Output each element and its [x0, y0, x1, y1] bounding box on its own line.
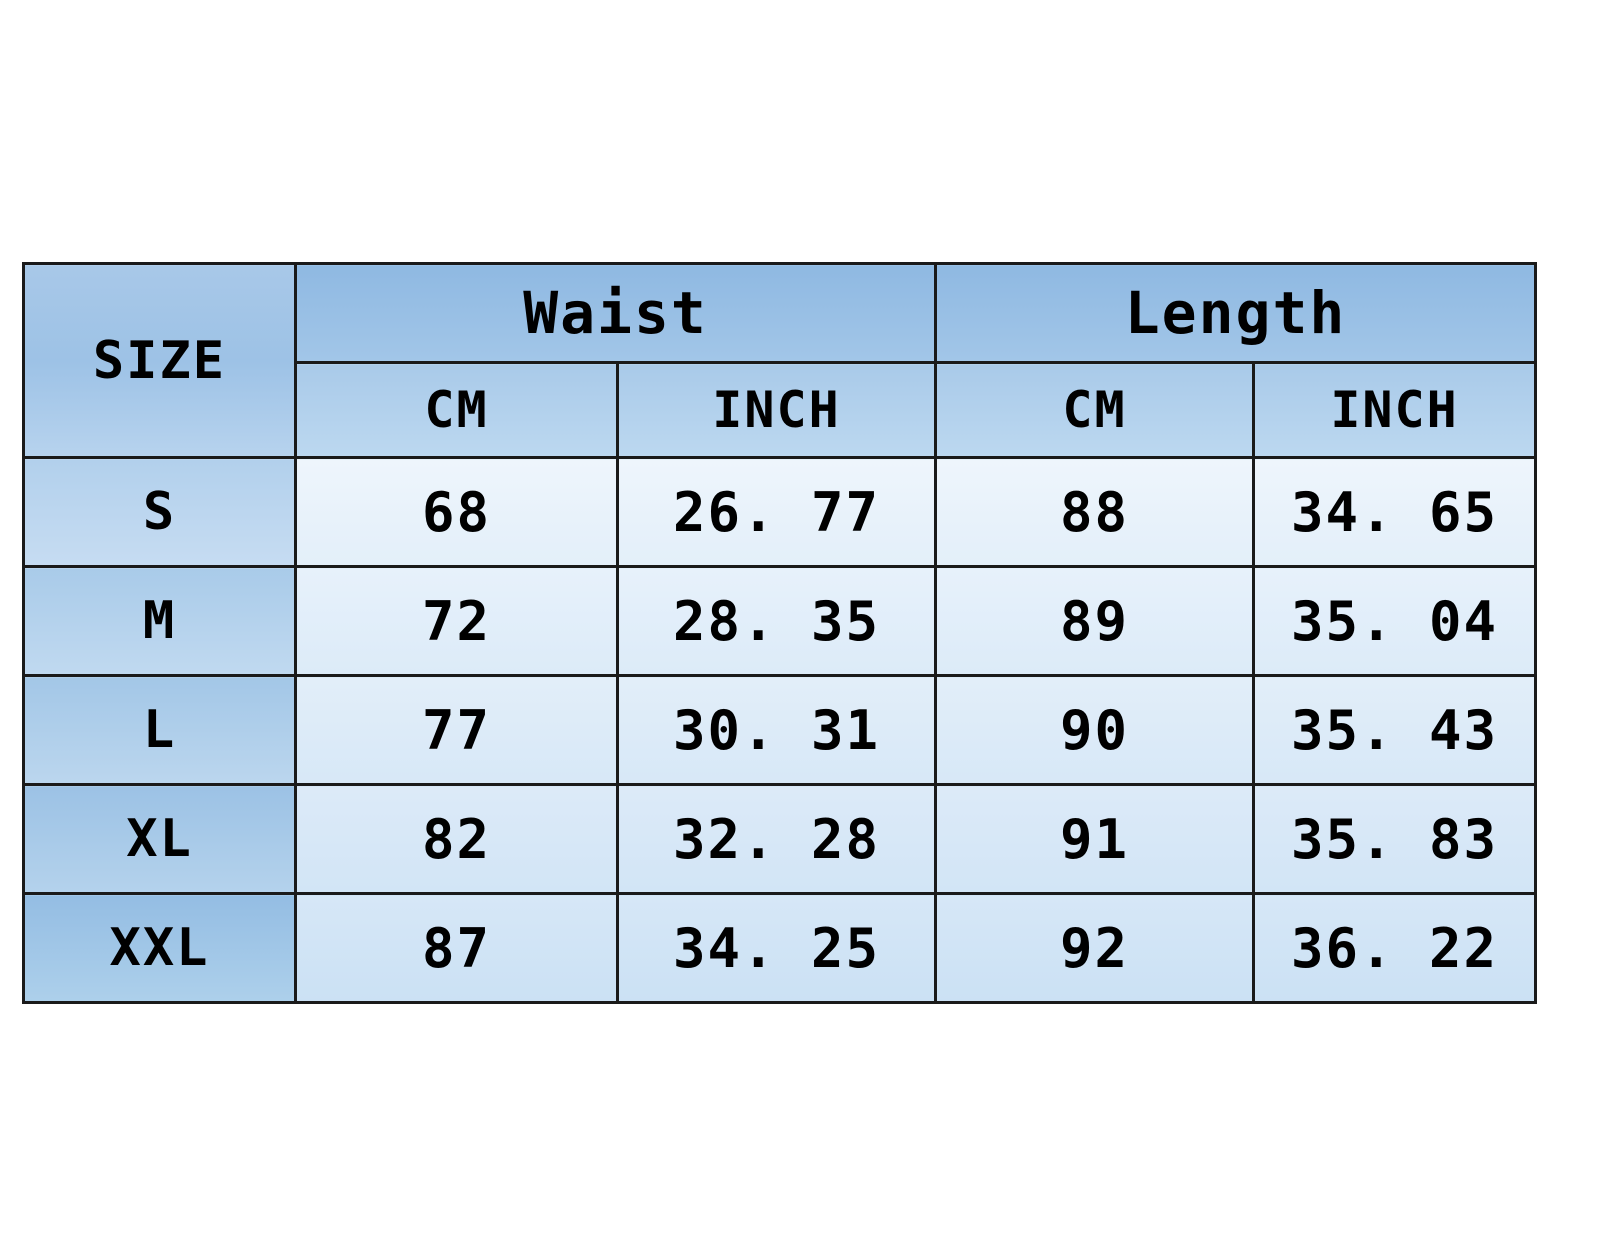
header-waist-inch: INCH	[618, 363, 936, 458]
cell-waist-cm: 82	[296, 785, 618, 894]
cell-length-inch: 35. 04	[1254, 567, 1536, 676]
table-header	[24, 264, 1536, 458]
size-chart-table	[22, 262, 1537, 1004]
table-body	[24, 458, 1536, 1003]
cell-length-inch: 36. 22	[1254, 894, 1536, 1003]
size-chart-container	[22, 262, 1534, 978]
cell-length-inch: 35. 43	[1254, 676, 1536, 785]
header-waist-cm: CM	[296, 363, 618, 458]
cell-waist-inch: 26. 77	[618, 458, 936, 567]
cell-waist-cm: 87	[296, 894, 618, 1003]
cell-waist-cm: 72	[296, 567, 618, 676]
cell-length-inch: 35. 83	[1254, 785, 1536, 894]
table-row	[24, 676, 1536, 785]
header-length-inch: INCH	[1254, 363, 1536, 458]
cell-waist-inch: 32. 28	[618, 785, 936, 894]
table-row	[24, 458, 1536, 567]
header-size: SIZE	[24, 264, 296, 458]
cell-waist-inch: 28. 35	[618, 567, 936, 676]
cell-length-cm: 90	[936, 676, 1254, 785]
cell-length-cm: 88	[936, 458, 1254, 567]
header-group-waist: Waist	[296, 264, 936, 363]
cell-length-cm: 91	[936, 785, 1254, 894]
table-row	[24, 785, 1536, 894]
header-group-length: Length	[936, 264, 1536, 363]
cell-waist-inch: 30. 31	[618, 676, 936, 785]
table-row	[24, 567, 1536, 676]
cell-size: S	[24, 458, 296, 567]
cell-length-inch: 34. 65	[1254, 458, 1536, 567]
table-row	[24, 894, 1536, 1003]
cell-size: XL	[24, 785, 296, 894]
cell-waist-cm: 77	[296, 676, 618, 785]
cell-length-cm: 89	[936, 567, 1254, 676]
cell-waist-inch: 34. 25	[618, 894, 936, 1003]
cell-size: L	[24, 676, 296, 785]
cell-waist-cm: 68	[296, 458, 618, 567]
cell-length-cm: 92	[936, 894, 1254, 1003]
cell-size: XXL	[24, 894, 296, 1003]
header-length-cm: CM	[936, 363, 1254, 458]
header-row-groups	[24, 264, 1536, 363]
cell-size: M	[24, 567, 296, 676]
